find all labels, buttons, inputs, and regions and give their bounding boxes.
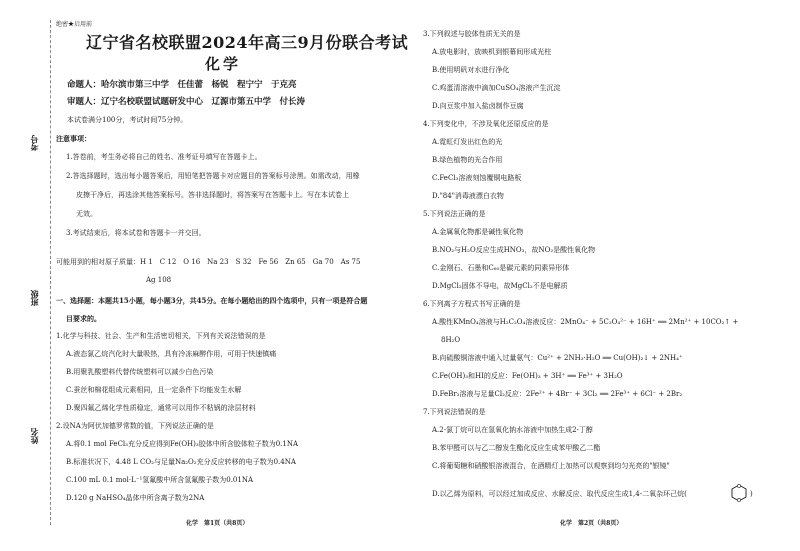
authors-line-2: 审题人：辽宁名校联盟试题研发中心 辽源市第五中学 付长涛 [67, 97, 306, 107]
q5-option-a: A.金属氧化物都是碱性氧化物 [432, 228, 524, 236]
q7-option-d-close: ) [750, 490, 753, 498]
binding-line [50, 20, 51, 525]
note-1: 1.答卷前，考生务必将自己的姓名、准考证号填写在答题卡上。 [66, 153, 262, 161]
q6-option-a-line-1: A.酸性KMnO₄溶液与H₂C₂O₄溶液反应：2MnO₄⁻ + 5C₂O₄²⁻ + 16H⁺ ══ 2Mn²⁺ + 10CO₂↑ + [432, 318, 739, 326]
q4-stem: 4.下列变化中，不涉及氧化还原反应的是 [423, 120, 549, 128]
q5-option-d: D.MgCl₂固体不导电，故MgCl₂不是电解质 [432, 282, 568, 290]
note-2-line-2: 皮擦干净后，再选涂其他答案标号。答非选择题时，将答案写在答题卡上。写在本试卷上 [76, 191, 349, 199]
side-label-xingming: 姓名 [30, 428, 39, 444]
exam-info: 本试卷满分100分，考试时间75分钟。 [67, 116, 188, 124]
subject-title: 化学 [205, 55, 242, 73]
q3-option-b: B.使用明矾对水进行净化 [432, 66, 510, 74]
q3-option-a: A.放电影时，放映机到银幕间形成光柱 [432, 48, 552, 56]
q4-option-a: A.霓虹灯发出红色的光 [432, 138, 503, 146]
atomic-masses-line-1: 可能用到的相对原子质量：H 1 C 12 O 16 Na 23 S 32 Fe 56 Zn 65 Ga 70 As 75 [56, 258, 361, 266]
footer-right: 化学 第2页（共8页） [560, 520, 623, 527]
q3-option-d: D.向豆浆中加入盐卤制作豆腐 [432, 102, 524, 110]
q2-option-a: A.将0.1 mol FeCl₃充分反应得到Fe(OH)₃胶体中所含胶体粒子数为0.1NA [66, 440, 299, 448]
q5-option-b: B.NO₂与H₂O反应生成HNO₃，故NO₂是酸性氧化物 [432, 246, 596, 254]
q6-option-a-line-2: 8H₂O [441, 336, 461, 344]
q1-option-b: B.用聚乳酸塑料代替传统塑料可以减少白色污染 [66, 368, 214, 376]
note-2-line-3: 无效。 [76, 210, 97, 218]
q7-option-b: B.苯甲醛可以与乙二醇发生酯化反应生成苯甲酸乙二酯 [432, 444, 601, 452]
q3-option-c: C.鸡蛋清溶液中滴加CuSO₄溶液产生沉淀 [432, 84, 561, 92]
section-1-line-2: 目要求的。 [66, 314, 101, 323]
notes-heading: 注意事项： [56, 134, 91, 143]
authors-line-1: 命题人：哈尔滨市第三中学 任佳蕾 杨锐 程宁宁 于克亮 [67, 80, 297, 90]
side-label-banji: 班级 [30, 290, 39, 306]
q7-option-c: C.将葡萄糖和硝酸银溶液混合，在酒精灯上加热可以观察到均匀光亮的"银镜" [432, 462, 670, 470]
q6-option-c: C.Fe(OH)₃和HI的反应：Fe(OH)₃ + 3H⁺ ══ Fe³⁺ + 3H₂O [432, 372, 623, 380]
q4-option-d: D."84"消毒液漂白衣物 [432, 192, 504, 200]
note-3: 3.考试结束后，将本试卷和答题卡一并交回。 [66, 229, 206, 237]
q2-option-c: C.100 mL 0.1 mol·L⁻¹氢氟酸中所含氢氟酸子数为0.01NA [66, 476, 254, 484]
q7-option-a: A.2-氯丁烷可以在氢氧化钠水溶液中加热生成2-丁醇 [432, 426, 593, 434]
atomic-masses-line-2: Ag 108 [146, 276, 172, 284]
q2-stem: 2.设NA为阿伏加德罗常数的值，下列说法正确的是 [56, 422, 214, 430]
q1-option-a: A.液态氯乙烷汽化时大量吸热，具有冷冻麻醉作用，可用于快速镇痛 [66, 350, 277, 358]
q1-stem: 1.化学与科技、社会、生产和生活密切相关，下列有关说法错误的是 [56, 332, 266, 340]
q7-option-d: D.以乙烯为原料，可以经过加成反应、水解反应、取代反应生成1,4-二氧杂环己烷( [432, 490, 687, 498]
q4-option-c: C.FeCl₃溶液刻蚀覆铜电路板 [432, 174, 522, 182]
q1-option-c: C.蚕丝和棉花组成元素相同，且一定条件下均能发生水解 [66, 386, 242, 394]
q1-option-d: D.聚四氟乙烯化学性质稳定，通常可以用作不粘锅的涂层材料 [66, 404, 256, 412]
q3-stem: 3.下列叙述与胶体性质无关的是 [423, 30, 521, 38]
note-2-line-1: 2.答选择题时，选出每小题答案后，用铅笔把答题卡对应题目的答案标号涂黑。如需改动，用橡 [66, 172, 360, 180]
q6-option-d: D.FeBr₂溶液与足量Cl₂反应：2Fe²⁺ + 4Br⁻ + 3Cl₂ ══ 2Fe³⁺ + 6Cl⁻ + 2Br₂ [432, 390, 683, 398]
section-1-line-1: 一、选择题：本题共15小题，每小题3分，共45分。在每小题给出的四个选项中，只有一项是符合题 [56, 296, 368, 305]
q6-option-b: B.向硫酸铜溶液中通入过量氨气：Cu²⁺ + 2NH₃·H₂O ══ Cu(OH)₂↓ + 2NH₄⁺ [432, 354, 683, 362]
q2-option-d: D.120 g NaHSO₄晶体中所含离子数为2NA [66, 494, 205, 502]
q4-option-b: B.绿色植物的光合作用 [432, 156, 503, 164]
q6-stem: 6.下列离子方程式书写正确的是 [423, 300, 521, 308]
dioxane-ring-icon [730, 484, 748, 502]
side-label-kaohao: 考号 [30, 135, 39, 151]
secret-mark: 绝密★启用前 [56, 21, 93, 28]
q7-stem: 7.下列说法错误的是 [423, 408, 486, 416]
footer-left: 化学 第1页（共8页） [186, 520, 249, 527]
q5-option-c: C.金刚石、石墨和C₆₀是碳元素的同素异形体 [432, 264, 570, 272]
q2-option-b: B.标准状况下，4.48 L CO₂与足量Na₂O₂充分反应转移的电子数为0.4NA [66, 458, 296, 466]
exam-title: 辽宁省名校联盟2024年高三9月份联合考试 [86, 33, 409, 52]
q5-stem: 5.下列说法正确的是 [423, 210, 486, 218]
